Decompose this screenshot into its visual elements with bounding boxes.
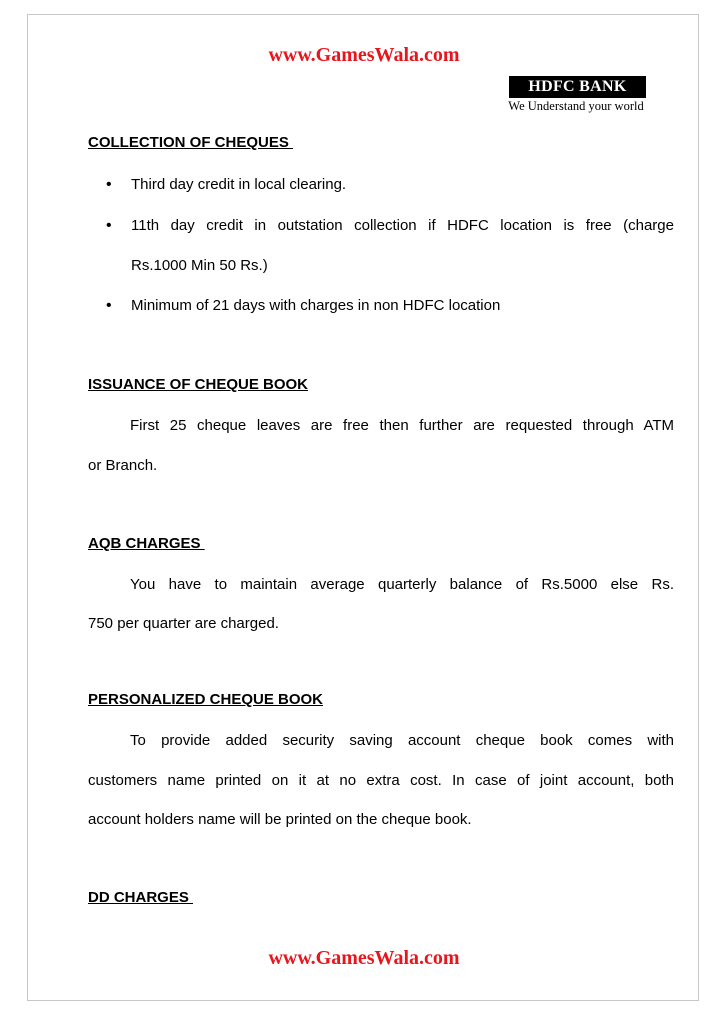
heading-personalized-cheque-book: PERSONALIZED CHEQUE BOOK — [88, 691, 324, 708]
page-frame — [27, 14, 699, 1001]
paragraph-line: account holders name will be printed on the cheque book. — [88, 811, 472, 828]
paragraph-line: customers name printed on it at no extra cost. In case of joint account, both — [88, 772, 674, 789]
bullet-icon: • — [106, 297, 112, 314]
heading-collection-of-cheques: COLLECTION OF CHEQUES — [88, 134, 294, 151]
heading-issuance-of-cheque-book: ISSUANCE OF CHEQUE BOOK — [88, 376, 309, 393]
bullet-icon: • — [106, 176, 112, 193]
list-item-text: 11th day credit in outstation collection if HDFC location is free (charge — [131, 217, 674, 234]
paragraph-line: 750 per quarter are charged. — [88, 615, 279, 632]
footer-site-link[interactable]: www.GamesWala.com — [268, 947, 460, 969]
heading-aqb-charges: AQB CHARGES — [88, 535, 205, 552]
bank-logo-box: HDFC BANK — [509, 76, 646, 98]
list-item-text: Minimum of 21 days with charges in non HDFC location — [131, 297, 501, 314]
heading-dd-charges: DD CHARGES — [88, 889, 194, 906]
list-item-text: Third day credit in local clearing. — [131, 176, 347, 193]
paragraph-line: To provide added security saving account cheque book comes with — [130, 732, 674, 749]
list-item-text: Rs.1000 Min 50 Rs.) — [131, 257, 268, 274]
paragraph-line: You have to maintain average quarterly balance of Rs.5000 else Rs. — [130, 576, 674, 593]
paragraph-line: First 25 cheque leaves are free then further are requested through ATM — [130, 417, 674, 434]
header-site-link[interactable]: www.GamesWala.com — [268, 44, 460, 66]
paragraph-line: or Branch. — [88, 457, 158, 474]
bullet-icon: • — [106, 217, 112, 234]
bank-tagline: We Understand your world — [508, 99, 644, 113]
